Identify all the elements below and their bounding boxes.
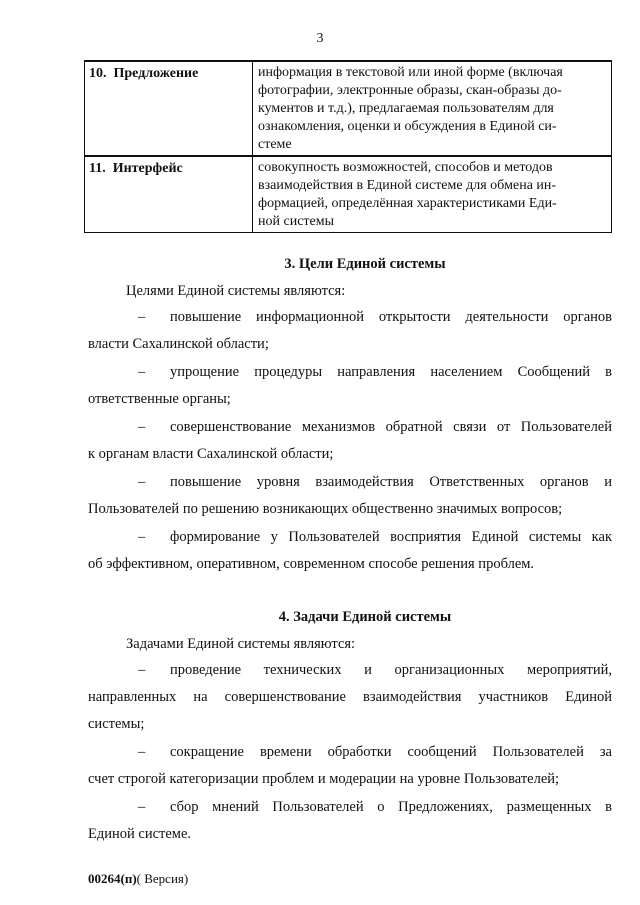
- list-item-text: об эффективном, оперативном, современном способе решения проблем.: [88, 556, 535, 572]
- definition-line: формацией, определённая характеристиками Еди-: [258, 196, 557, 211]
- list-item-text: повышение информационной открытости деятельности органов: [170, 309, 612, 325]
- definition-line: совокупность возможностей, способов и методов: [258, 160, 553, 175]
- list-item-text: проведение технических и организационных мероприятий,: [170, 662, 612, 678]
- list-dash: –: [138, 529, 146, 545]
- list-item-text: сокращение времени обработки сообщений Пользователей за: [170, 744, 612, 760]
- list-dash: –: [138, 799, 146, 815]
- definition-line: взаимодействия в Единой системе для обмена ин-: [258, 178, 557, 193]
- definition-line: стеме: [258, 137, 292, 152]
- definition-line: ной системы: [258, 214, 335, 229]
- definition-description: [253, 156, 612, 233]
- table-row: [85, 156, 612, 233]
- definition-description: [253, 61, 612, 156]
- document-version: ( Версия): [136, 871, 189, 886]
- list-item-text: повышение уровня взаимодействия Ответственных органов и: [170, 474, 612, 490]
- list-dash: –: [138, 662, 146, 678]
- list-dash: –: [138, 744, 146, 760]
- page-number: 3: [316, 31, 324, 46]
- table-row: [85, 61, 612, 156]
- list-item-text: направленных на совершенствование взаимодействия участников Единой: [88, 689, 612, 705]
- list-item-text: Единой системе.: [88, 826, 192, 842]
- definition-line: ознакомления, оценки и обсуждения в Единой си-: [258, 119, 557, 134]
- list-item-text: ответственные органы;: [88, 391, 231, 407]
- document-footer: [88, 871, 188, 887]
- list-dash: –: [138, 309, 146, 325]
- list-item-text: власти Сахалинской области;: [88, 336, 269, 352]
- list-dash: –: [138, 364, 146, 380]
- list-item-text: к органам власти Сахалинской области;: [88, 446, 334, 462]
- definitions-table: [84, 60, 612, 233]
- definition-term: 10. Предложение: [85, 61, 253, 156]
- definition-line: фотографии, электронные образы, скан-образы до-: [258, 83, 562, 98]
- list-item-text: упрощение процедуры направления населением Сообщений в: [170, 364, 612, 380]
- list-item-text: совершенствование механизмов обратной связи от Пользователей: [170, 419, 612, 435]
- list-item-text: счет строгой категоризации проблем и модерации на уровне Пользователей;: [88, 771, 560, 787]
- list-item-text: системы;: [88, 716, 145, 732]
- definition-term: 11. Интерфейс: [85, 156, 253, 233]
- list-item-text: формирование у Пользователей восприятия Единой системы как: [170, 529, 612, 545]
- list-item-text: сбор мнений Пользователей о Предложениях, размещенных в: [170, 799, 612, 815]
- section-heading-goals: 3. Цели Единой системы: [284, 256, 446, 272]
- section-intro: Задачами Единой системы являются:: [126, 636, 356, 652]
- definition-line: кументов и т.д.), предлагаемая пользователям для: [258, 101, 554, 116]
- section-intro: Целями Единой системы являются:: [126, 283, 346, 299]
- list-dash: –: [138, 474, 146, 490]
- document-code: 00264(п): [88, 871, 137, 886]
- list-dash: –: [138, 419, 146, 435]
- section-heading-tasks: 4. Задачи Единой системы: [278, 609, 452, 625]
- definition-line: информация в текстовой или иной форме (включая: [258, 65, 563, 80]
- list-item-text: Пользователей по решению возникающих общественно значимых вопросов;: [88, 501, 563, 517]
